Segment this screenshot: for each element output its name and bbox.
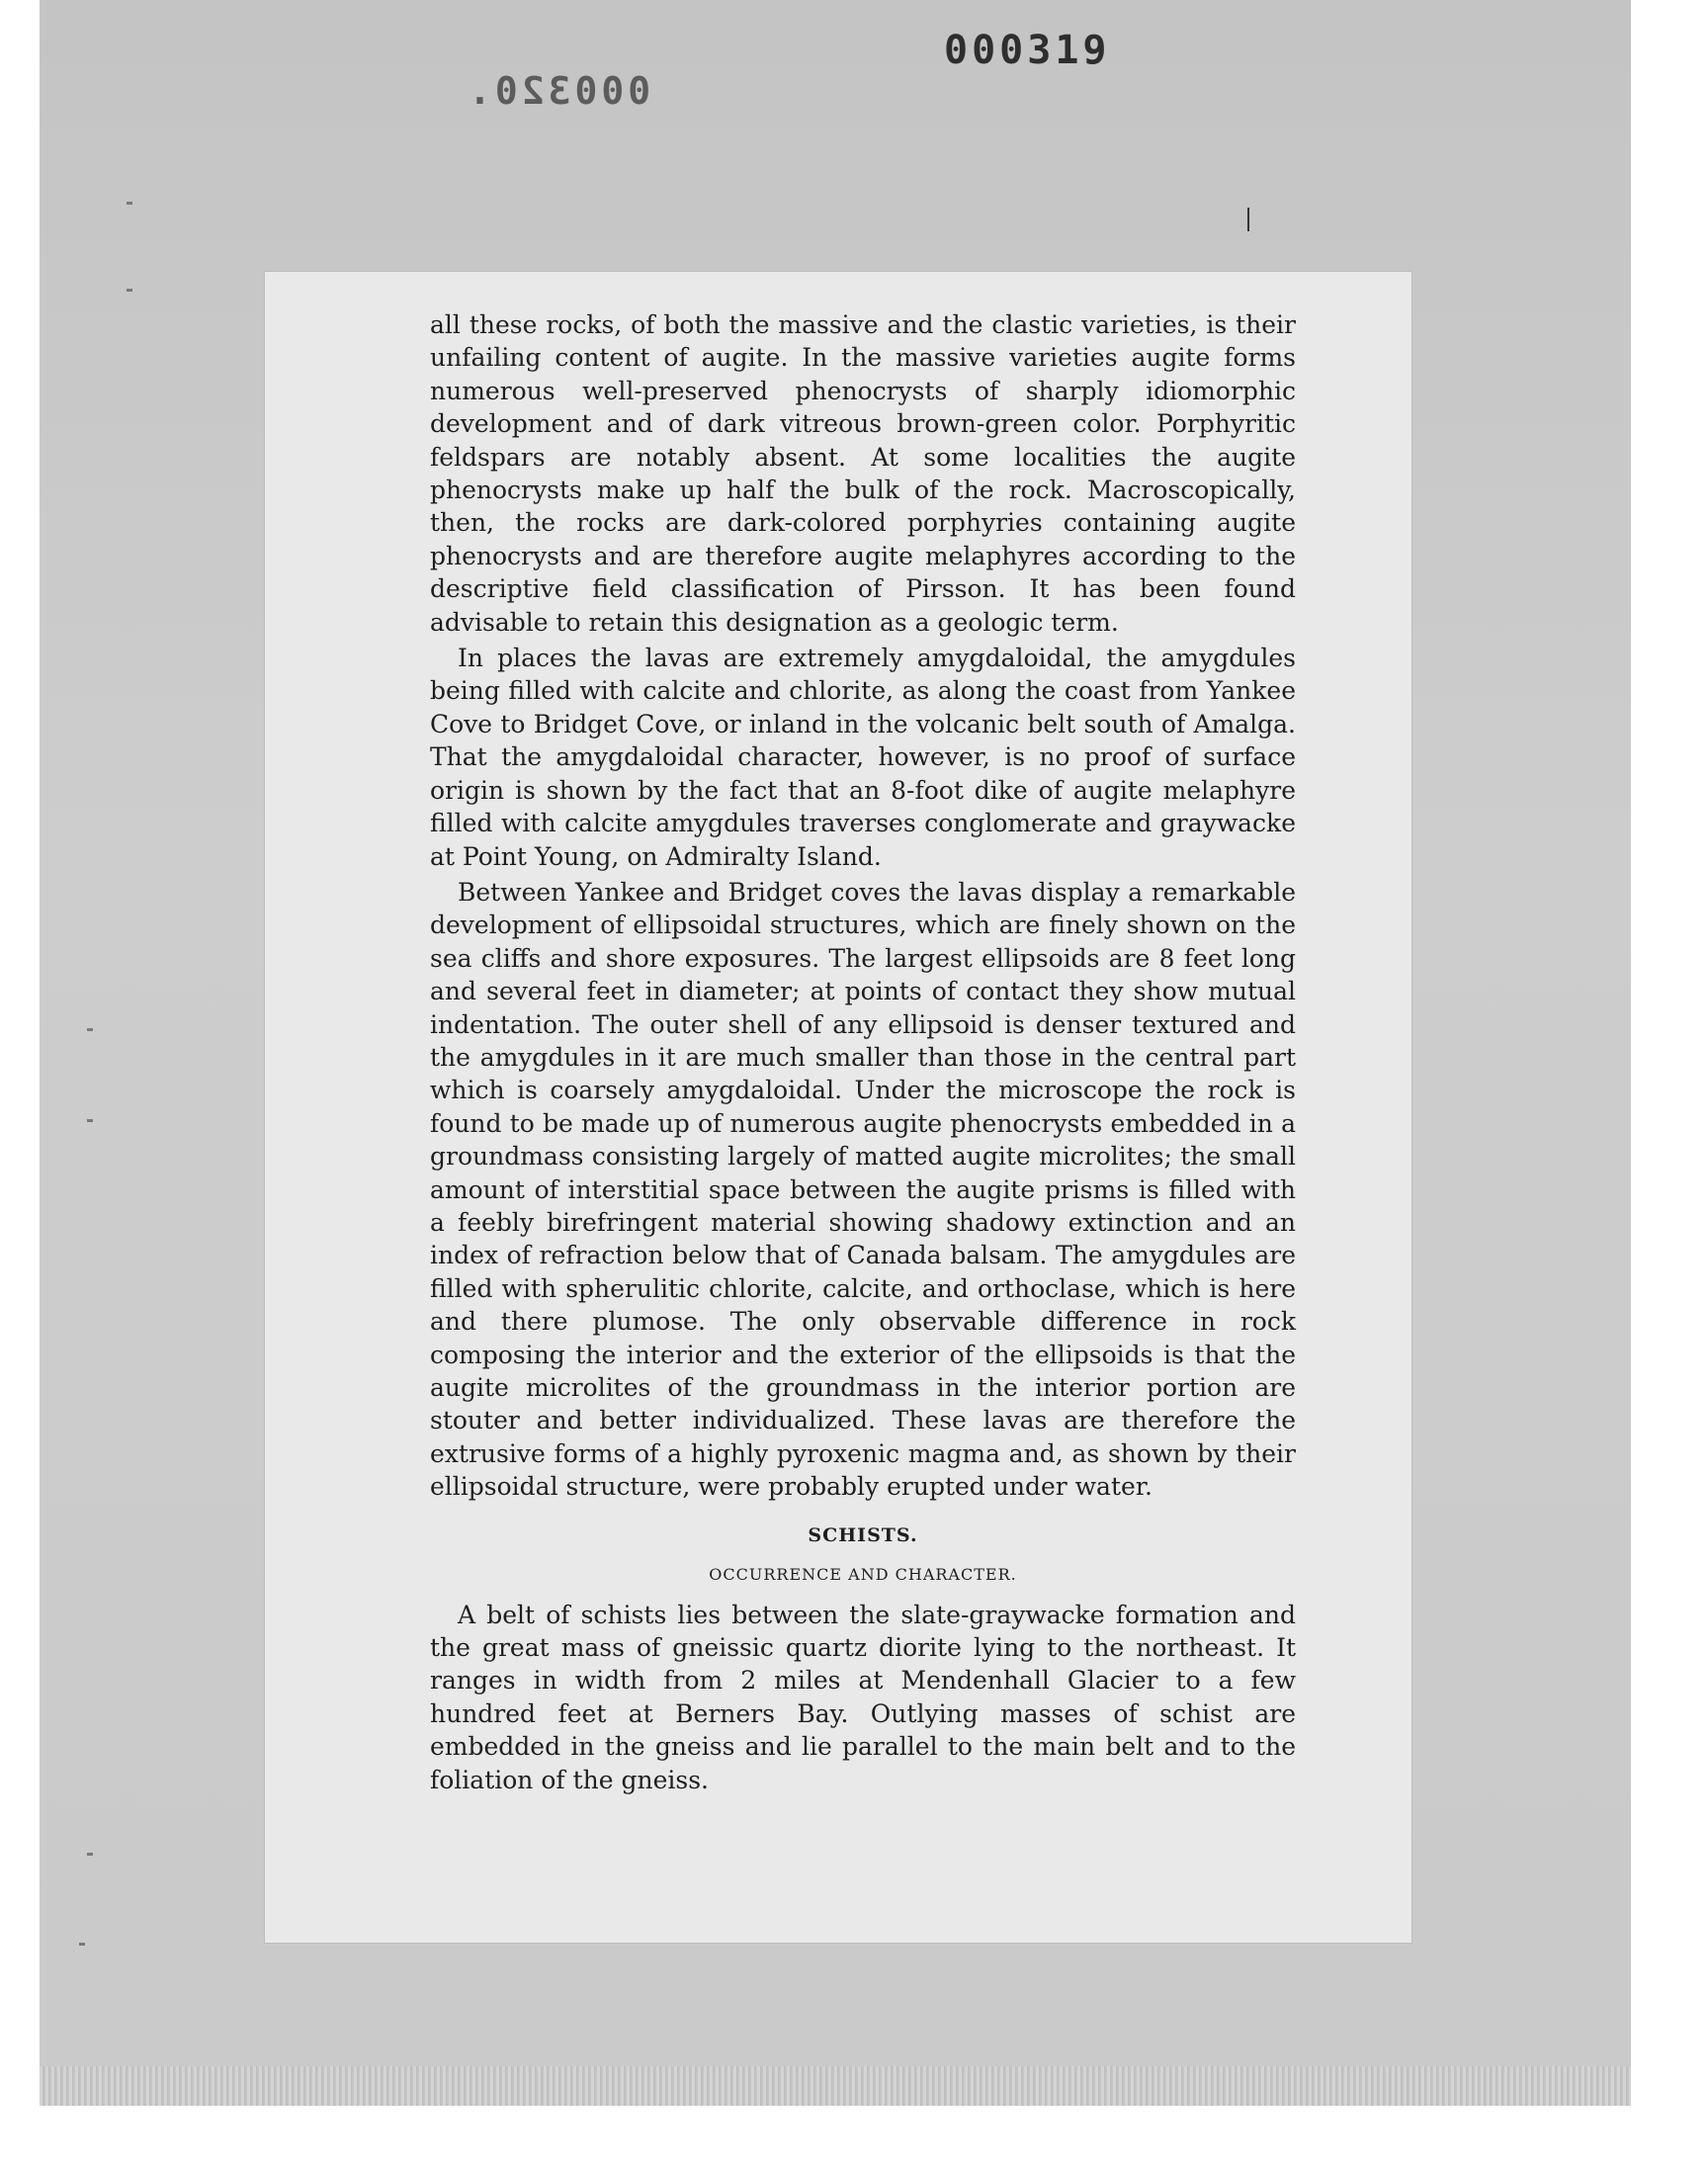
body-paragraph: all these rocks, of both the massive and the clastic varieties, is their unfailing content of augite. In the massive varieties augite forms numerous well-preserved phenocrysts of sharply idiomorphic development and of dark vitreous brown-green color. Porphyritic feldspars are notably absent. At some localities the augite phenocrysts make up half the bulk of the rock. Macroscopically, then, the rocks are dark-colored porphyries containing augite phenocrysts and are therefore augite melaphyres according to the descriptive field classification of Pirsson. It has been found advisable to retain this designation as a geologic term. <box>430 310 1296 637</box>
scan-speck <box>127 289 132 292</box>
document-body <box>430 308 1296 1796</box>
scan-speck <box>87 1028 93 1031</box>
scan-speck <box>87 1853 93 1856</box>
scan-speck <box>79 1943 85 1946</box>
scan-speck <box>127 202 132 205</box>
body-paragraph: A belt of schists lies between the slate-graywacke formation and the great mass of gneissic quartz diorite lying to the northeast. It ranges in width from 2 miles at Mendenhall Glacier to a few hundred feet at Berners Bay. Outlying masses of schist are embedded in the gneiss and lie parallel to the main belt and to the foliation of the gneiss. <box>430 1600 1296 1794</box>
scan-speck <box>87 1119 93 1122</box>
body-paragraph: In places the lavas are extremely amygdaloidal, the amygdules being filled with calcite and chlorite, as along the coast from Yankee Cove to Bridget Cove, or inland in the volcanic belt south of Amalga. That the amygdaloidal character, however, is no proof of surface origin is shown by the fact that an 8-foot dike of augite melaphyre filled with calcite amygdules traverses conglomerate and graywacke at Point Young, on Admiralty Island. <box>430 644 1296 871</box>
subsection-heading: OCCURRENCE AND CHARACTER. <box>709 1564 1017 1584</box>
body-paragraph: Between Yankee and Bridget coves the lavas display a remarkable development of ellipsoidal structures, which are finely shown on the sea cliffs and shore exposures. The largest ellipsoids are 8 feet long and several feet in diameter; at points of contact they show mutual indentation. The outer shell of any ellipsoid is denser textured and the amygdules in it are much smaller than those in the central part which is coarsely amygdaloidal. Under the microscope the rock is found to be made up of numerous augite phenocrysts embedded in a groundmass consisting largely of matted augite microlites; the small amount of interstitial space between the augite prisms is filled with a feebly birefringent material showing shadowy extinction and an index of refraction below that of Canada balsam. The amygdules are filled with spherulitic chlorite, calcite, and orthoclase, which is here and there plumose. The only observable difference in rock composing the interior and the exterior of the ellipsoids is that the augite microlites of the groundmass in the interior portion are stouter and better individualized. These lavas are therefore the extrusive forms of a highly pyroxenic magma and, as shown by their ellipsoidal structure, were probably erupted under water. <box>430 877 1296 1502</box>
section-heading: SCHISTS. <box>808 1523 918 1546</box>
ink-mark <box>1247 208 1249 231</box>
mirrored-stamp-number: 000320. <box>465 69 651 113</box>
page-stamp-number: 000319 <box>944 28 1111 73</box>
scan-edge-strip <box>40 2066 1631 2106</box>
